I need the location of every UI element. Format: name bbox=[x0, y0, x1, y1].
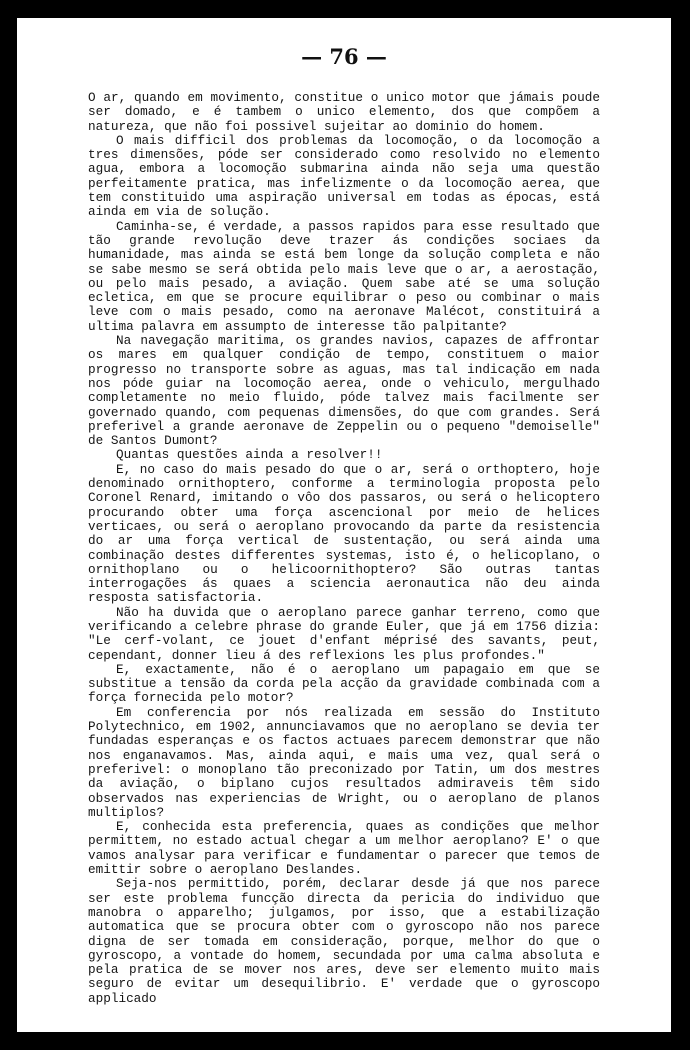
paragraph: Em conferencia por nós realizada em sessão do Instituto Polytechnico, em 1902, annunciavamos que no aeroplano se devia ter fundadas esperanças e os factos actuaes parecem demonstrar que não nos enganavamos. Mas, ainda aqui, e mais uma vez, qual será o preferivel: o monoplano tão preconizado por Tatin, um dos mestres da aviação, o biplano cujos resultados admiraveis têm sido observados nas experiencias de Wright, ou o aeroplano de planos multiplos? bbox=[88, 704, 600, 820]
paragraph: Na navegação maritima, os grandes navios, capazes de affrontar os mares em qualquer condição de tempo, constituem o maior progresso no transporte sobre as aguas, mas tal indicação em nada nos póde guiar na locomoção aerea, onde o vehiculo, mergulhado completamente no meio fluido, póde talvez mais facilmente ser governado quando, com pequenas dimensões, do que com grandes. Será preferivel a grande aeronave de Zeppelin ou o pequeno "demoiselle" de Santos Dumont? bbox=[88, 333, 600, 449]
document-page bbox=[17, 18, 671, 1032]
paragraph: Caminha-se, é verdade, a passos rapidos para esse resultado que tão grande revolução deve trazer ás condições sociaes da humanidade, mas ainda se está bem longe da solução completa e não se sabe mesmo se será obtida pelo mais leve que o ar, a aerostação, ou pelo mais pesado, a aviação. Quem sabe até se uma solução ecletica, em que se procure equilibrar o peso ou combinar o mais leve com o mais pesado, como na aeronave Malécot, constituirá a ultima palavra em assumpto de interesse tão palpitante? bbox=[88, 218, 600, 334]
paragraph: E, exactamente, não é o aeroplano um papagaio em que se substitue a tensão da corda pela acção da gravidade combinada com a força fornecida pelo motor? bbox=[88, 661, 600, 706]
paragraph: Quantas questões ainda a resolver!! bbox=[116, 447, 383, 463]
paragraph: E, no caso do mais pesado do que o ar, será o orthoptero, hoje denominado ornithoptero, conforme a terminologia proposta pelo Coronel Renard, imitando o vôo dos passaros, ou será o helicoptero procurando obter uma força ascencional por meio de helices verticaes, ou será o aeroplano provocando da parte da resistencia do ar uma força vertical de sustentação, ou será ainda uma combinação destes differentes systemas, isto é, o helicoplano, o ornithoplano ou o helicoornithoptero? São outras tantas interrogações ás quaes a sciencia aeronautica não deu ainda resposta satisfactoria. bbox=[88, 461, 600, 606]
paragraph: O mais difficil dos problemas da locomoção, o da locomoção a tres dimensões, póde ser considerado como resolvido no elemento agua, embora a locomoção submarina ainda não seja uma questão perfeitamente pratica, mas infelizmente o da locomoção aerea, que tem constituido uma aspiração universal em todas as épocas, está ainda em via de solução. bbox=[88, 132, 600, 220]
body-text bbox=[88, 91, 600, 1006]
paragraph: Não ha duvida que o aeroplano parece ganhar terreno, como que verificando a celebre phrase do grande Euler, que já em 1756 dizia: "Le cerf-volant, ce jouet d'enfant méprisé des savants, peut, cependant, donner lieu á des reflexions les plus profondes." bbox=[88, 604, 600, 663]
paragraph: E, conhecida esta preferencia, quaes as condições que melhor permittem, no estado actual chegar a um melhor aeroplano? E' o que vamos analysar para verificar e fundamentar o parecer que temos de emittir sobre o aeroplano Deslandes. bbox=[88, 819, 600, 878]
paragraph: O ar, quando em movimento, constitue o unico motor que jámais poude ser domado, e é tambem o unico elemento, dos que compõem a natureza, que não foi possivel sujeitar ao dominio do homem. bbox=[88, 90, 600, 134]
page-number: — 76 — bbox=[301, 44, 387, 69]
paragraph: Seja-nos permittido, porém, declarar desde já que nos parece ser este problema funcção directa da pericia do individuo que manobra o apparelho; julgamos, por isso, que a estabilização automatica que se procura obter com o gyroscopo não nos parece digna de ser tomada em consideração, porque, melhor do que o gyroscopo, a vontade do homem, secundada por uma calma absoluta e pela pratica de se mover nos ares, deve ser elemento muito mais seguro de evitar um desequilibrio. E' verdade que o gyroscopo applicado bbox=[88, 876, 600, 1006]
